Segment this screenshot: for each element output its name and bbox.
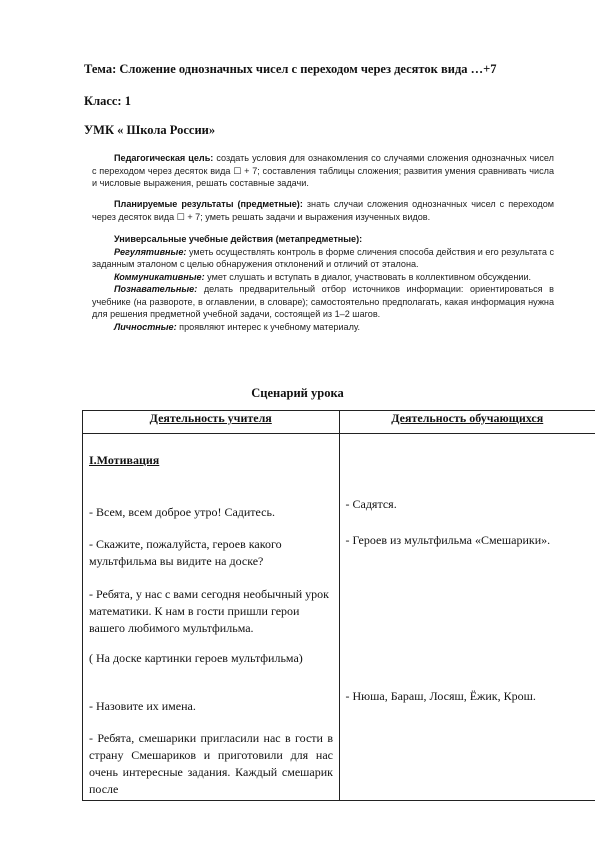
universal-actions	[92, 233, 554, 333]
teacher-line: ( На доске картинки героев мультфильма)	[89, 651, 303, 665]
students-line: - Садятся.	[345, 497, 397, 511]
regulative-text: уметь осуществлять контроль в форме сличения способа действия и его результата с заданным эталоном с целью обнаружения отклонений и отличий от эталона.	[92, 246, 554, 269]
cognitive-label: Познавательные:	[114, 284, 198, 294]
table-row	[83, 434, 595, 801]
lesson-umk: УМК « Школа России»	[84, 123, 216, 137]
teacher-line: - Всем, всем доброе утро! Садитесь.	[89, 505, 275, 519]
teacher-line: - Ребята, смешарики пригласили нас в гости в страну Смешариков и приготовили для нас очень интересные задания. Каждый смешарик после	[89, 731, 333, 796]
script-title: Сценарий урока	[251, 386, 344, 400]
lesson-topic: Тема: Сложение однозначных чисел с переходом через десяток вида …+7	[84, 62, 497, 76]
section-heading: I.Мотивация	[89, 453, 160, 467]
students-activity-cell	[339, 434, 595, 801]
students-line: - Героев из мультфильма «Смешарики».	[345, 533, 551, 547]
teacher-activity-cell	[83, 434, 340, 801]
results-label: Планируемые результаты (предметные):	[114, 199, 303, 209]
goal-text: создать условия для ознакомления со случаями сложения однозначных чисел с переходом через десяток вида ☐ + 7; составления таблицы сложения; развития умения сравнивать числа и числовые выражения, решать составные задачи.	[92, 153, 554, 188]
personal-label: Личностные:	[114, 321, 177, 332]
results-text: знать случаи сложения однозначных чисел с переходом через десяток вида ☐ + 7; уметь решать задачи и выражения изученных видов.	[92, 199, 555, 222]
pedagogical-goal	[92, 152, 554, 190]
teacher-line: - Назовите их имена.	[89, 699, 196, 713]
students-line: - Нюша, Бараш, Лосяш, Ёжик, Крош.	[345, 689, 536, 703]
table-header-row	[83, 411, 595, 434]
planned-results	[92, 198, 554, 223]
lesson-grade: Класс: 1	[84, 94, 131, 108]
regulative-label: Регулятивные:	[114, 246, 187, 257]
goal-label: Педагогическая цель:	[114, 153, 214, 163]
communicative-text: умет слушать и вступать в диалог, участвовать в коллективном обсуждении.	[207, 271, 532, 282]
uud-label: Универсальные учебные действия (метапредметные):	[114, 234, 363, 244]
teacher-column-header: Деятельность учителя	[83, 411, 340, 434]
cognitive-text: делать предварительный отбор источников информации: ориентироваться в учебнике (на развороте, в оглавлении, в словаре); самостоятельно предполагать, какая информация нужна для решения предметной учебной задачи, состоящей из 1–2 шагов.	[92, 284, 554, 319]
teacher-line: - Ребята, у нас с вами сегодня необычный урок математики. К нам в гости пришли герои вашего любимого мультфильма.	[89, 587, 329, 635]
teacher-line: - Скажите, пожалуйста, героев какого мультфильма вы видите на доске?	[89, 537, 282, 568]
communicative-label: Коммуникативные:	[114, 271, 205, 282]
lesson-table	[82, 410, 595, 801]
students-column-header: Деятельность обучающихся	[339, 411, 595, 434]
personal-text: проявляют интерес к учебному материалу.	[179, 321, 361, 332]
